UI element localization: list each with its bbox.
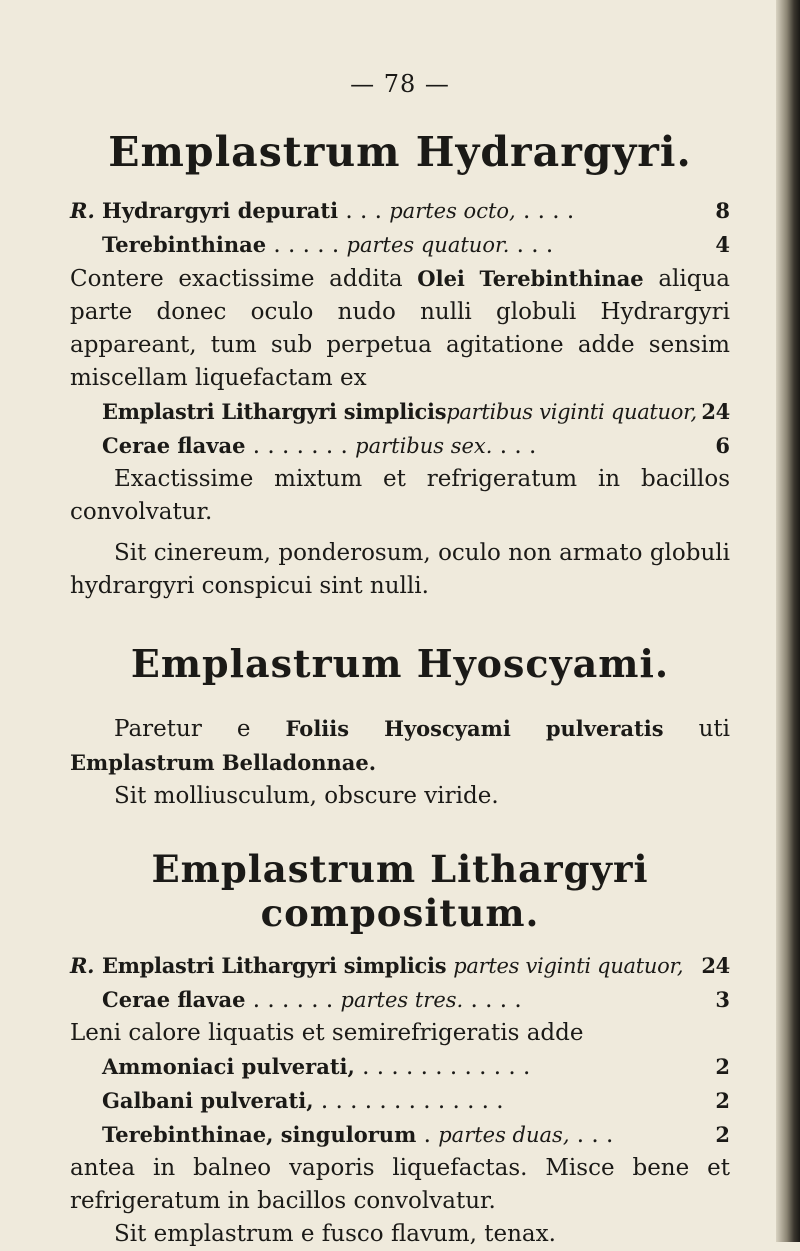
paragraph: Leni calore liquatis et semirefrigeratis adde <box>70 1020 584 1046</box>
quantity-text: partibus viginti quatuor, <box>446 400 697 424</box>
section-title-hydrargyri: Emplastrum Hydrargyri. <box>108 128 692 176</box>
leader-dots: . <box>416 1122 439 1148</box>
section-title-lithargyri-compositum: Emplastrum Lithargyri compositum. <box>151 847 649 935</box>
leader-dots: . . . . . <box>266 232 347 258</box>
recipe-line <box>70 194 730 228</box>
book-page <box>70 0 730 1251</box>
ingredient: Cerae flavae <box>102 987 246 1012</box>
quantity-number: 2 <box>715 1088 730 1113</box>
recipe-line <box>70 429 730 463</box>
quantity-number: 3 <box>715 987 730 1012</box>
section-title-hyoscyami: Emplastrum Hyoscyami. <box>130 641 670 686</box>
quantity-number: 6 <box>715 433 730 458</box>
quantity-text: partes octo, <box>389 199 516 223</box>
quantity-text: partes quatuor. <box>346 233 510 257</box>
ingredient: Galbani pulverati, <box>102 1088 314 1113</box>
ingredient: Ammoniaci pulverati, <box>102 1054 355 1079</box>
paragraph: Sit cinereum, ponderosum, oculo non armato globuli hydrargyri conspicui sint nulli. <box>70 540 730 599</box>
recipe-line <box>70 395 730 429</box>
ingredient: Terebinthinae, singulorum <box>102 1122 417 1147</box>
quantity-text: partes duas, <box>438 1123 570 1147</box>
leader-dots: . . . . . . . . . . . . <box>354 1054 531 1080</box>
leader-dots: . . . . <box>463 987 522 1013</box>
quantity-number: 4 <box>715 232 730 257</box>
leader-dots: . . . . . . . <box>245 433 356 459</box>
ingredient: Cerae flavae <box>102 433 246 458</box>
leader-dots: . . . . . . <box>245 987 341 1013</box>
quantity-number: 24 <box>701 399 730 424</box>
page-edge-shadow <box>776 0 800 1242</box>
leader-dots: . . . <box>338 198 390 224</box>
quantity-text: partes tres. <box>340 988 464 1012</box>
recipe-line <box>70 1084 730 1118</box>
leader-dots: . . . <box>509 232 554 258</box>
paragraph: Exactissime mixtum et refrigeratum in bacillos convolvatur. <box>70 466 730 525</box>
paragraph: Paretur e Foliis Hyoscyami pulveratis uti Emplastrum Belladonnae. <box>70 716 731 775</box>
recipe-symbol: R. <box>70 198 95 223</box>
page-number: — 78 — <box>350 70 450 98</box>
recipe-line <box>70 1118 730 1152</box>
leader-dots: . . . . . . . . . . . . . <box>313 1088 504 1114</box>
paragraph: Sit molliusculum, obscure viride. <box>114 783 499 809</box>
quantity-number: 2 <box>715 1054 730 1079</box>
leader-dots: . . . . <box>515 198 575 224</box>
paragraph: Sit emplastrum e fusco flavum, tenax. <box>114 1221 556 1247</box>
leader-dots: . . . <box>569 1122 614 1148</box>
quantity-number: 2 <box>715 1122 730 1147</box>
leader-dots: . . . <box>492 433 537 459</box>
quantity-number: 24 <box>701 953 730 978</box>
recipe-line <box>70 949 730 983</box>
recipe-line <box>70 1050 730 1084</box>
quantity-text: partibus sex. <box>355 434 493 458</box>
quantity-text: partes viginti quatuor, <box>453 954 684 978</box>
quantity-number: 8 <box>715 198 730 223</box>
ingredient: Terebinthinae <box>102 232 267 257</box>
ingredient: Hydrargyri depurati <box>102 198 339 223</box>
ingredient: Emplastri Lithargyri simplicis <box>102 953 447 978</box>
recipe-line <box>70 228 730 262</box>
paragraph: antea in balneo vaporis liquefactas. Misce bene et refrigeratum in bacillos convolvatur. <box>70 1155 730 1214</box>
recipe-symbol: R. <box>70 953 95 978</box>
ingredient: Emplastri Lithargyri simplicis <box>102 399 447 424</box>
paragraph: Contere exactissime addita Olei Terebinthinae aliqua parte donec oculo nudo nulli globuli Hydrargyri appareant, tum sub perpetua agitatione adde sensim miscellam liquefactam ex <box>70 266 730 391</box>
recipe-line <box>70 983 730 1017</box>
